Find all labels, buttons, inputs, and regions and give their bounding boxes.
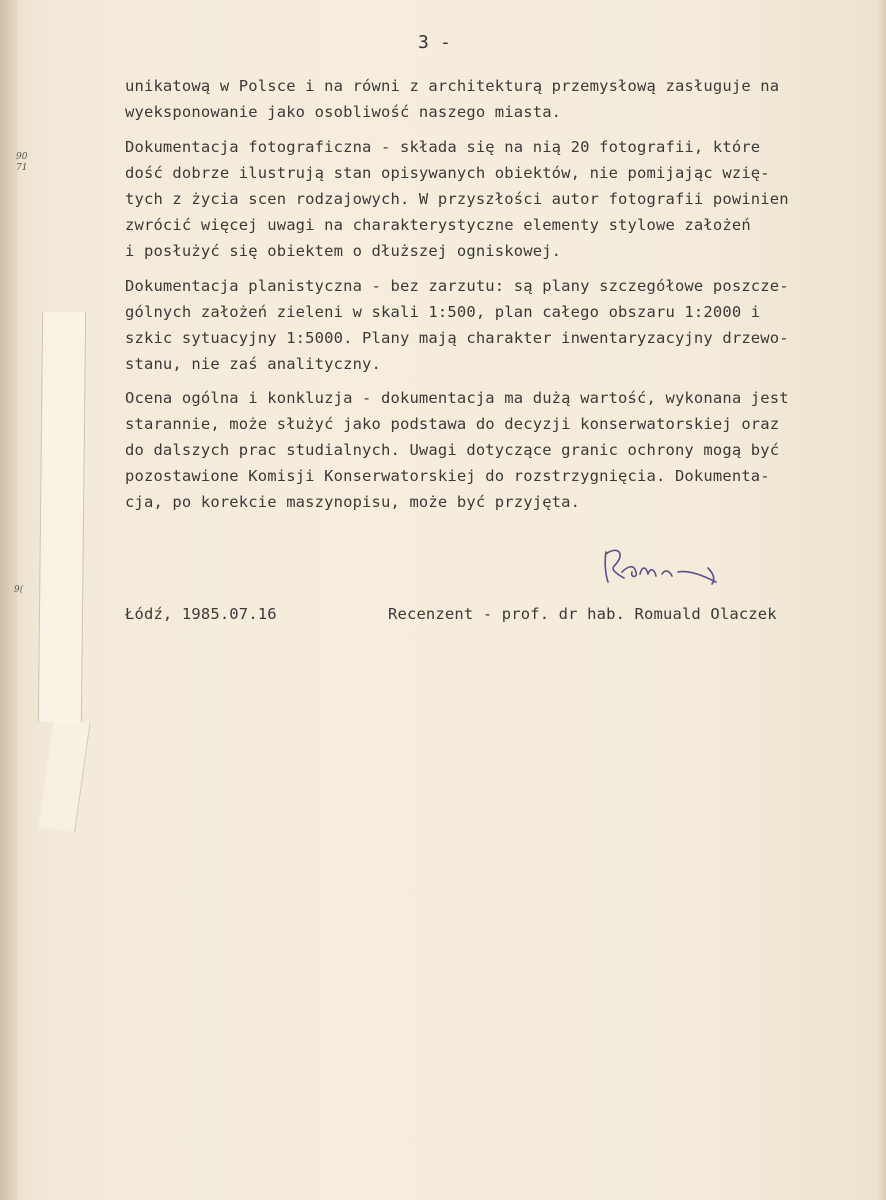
body-line: tych z życia scen rodzajowych. W przyszłości autor fotografii powinien — [125, 190, 789, 208]
margin-mark: 9( — [14, 585, 24, 595]
body-line: wyeksponowanie jako osobliwość naszego miasta. — [125, 103, 562, 121]
handwritten-signature — [600, 542, 730, 592]
body-line: pozostawione Komisji Konserwatorskiej do rozstrzygnięcia. Dokumenta- — [125, 467, 770, 485]
body-line: Ocena ogólna i konkluzja - dokumentacja ma dużą wartość, wykonana jest — [125, 389, 789, 407]
page-number: 3 - — [418, 32, 451, 53]
body-line: do dalszych prac studialnych. Uwagi dotyczące granic ochrony mogą być — [125, 441, 780, 459]
body-line: i posłużyć się obiektem o dłuższej ogniskowej. — [125, 242, 562, 260]
body-line: Dokumentacja planistyczna - bez zarzutu: są plany szczegółowe poszcze- — [125, 277, 789, 295]
body-line: stanu, nie zaś analityczny. — [125, 355, 382, 373]
body-line: zwrócić więcej uwagi na charakterystyczne elementy stylowe założeń — [125, 216, 751, 234]
body-line: Dokumentacja fotograficzna - składa się na nią 20 fotografii, które — [125, 138, 761, 156]
paper-left-edge — [0, 0, 18, 1200]
body-line: szkic sytuacyjny 1:5000. Plany mają charakter inwentaryzacyjny drzewo- — [125, 329, 789, 347]
reviewer-signature-line: Recenzent - prof. dr hab. Romuald Olaczek — [388, 605, 777, 623]
body-line: unikatową w Polsce i na równi z architekturą przemysłową zasługuje na — [125, 77, 780, 95]
body-line: gólnych założeń zieleni w skali 1:500, plan całego obszaru 1:2000 i — [125, 303, 761, 321]
place-date: Łódź, 1985.07.16 — [125, 605, 277, 623]
body-line: cja, po korekcie maszynopisu, może być przyjęta. — [125, 493, 581, 511]
body-line: dość dobrze ilustrują stan opisywanych obiektów, nie pomijając wzię- — [125, 164, 770, 182]
adhesive-tape-strip — [38, 312, 86, 722]
body-line: starannie, może służyć jako podstawa do decyzji konserwatorskiej oraz — [125, 415, 780, 433]
margin-mark: 71 — [16, 163, 28, 173]
margin-mark: 90 — [16, 152, 28, 162]
paper-right-edge — [876, 0, 886, 1200]
